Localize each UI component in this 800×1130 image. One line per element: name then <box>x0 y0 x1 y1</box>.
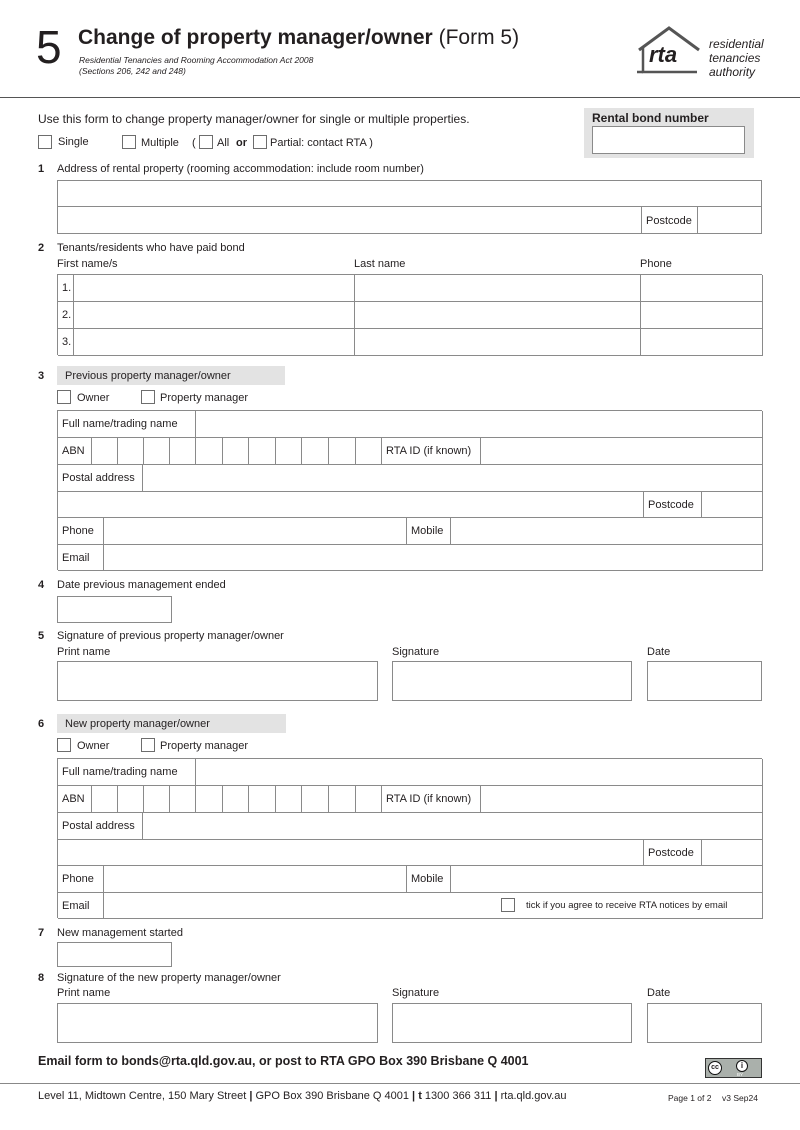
new-postal-input[interactable] <box>143 813 763 840</box>
new-phone-label-cell <box>58 866 104 893</box>
all-label: All <box>217 137 230 149</box>
prev-signature-input[interactable] <box>392 661 632 701</box>
new-email-label-cell <box>58 893 104 919</box>
rental-bond-label: Rental bond number <box>592 111 709 125</box>
footer-separator: | <box>249 1090 253 1102</box>
prev-postal-input[interactable] <box>143 465 763 492</box>
new-abn-digit-input[interactable] <box>170 786 196 813</box>
address-line1-input[interactable] <box>57 180 762 207</box>
new-date-label: Date <box>647 987 671 999</box>
rta-logo-text: rta <box>649 42 678 67</box>
section7-label: New management started <box>57 927 183 939</box>
tenant-first-name-input[interactable] <box>74 275 355 302</box>
page-title-main: Change of property manager/owner <box>78 26 433 49</box>
new-email-input[interactable] <box>104 893 763 919</box>
or-label: or <box>236 137 247 149</box>
new-abn-digit-input[interactable] <box>118 786 144 813</box>
prev-postal-label: Postal address <box>62 472 135 484</box>
new-mobile-input[interactable] <box>451 866 763 893</box>
prev-full-name-label-cell <box>58 411 196 438</box>
new-manager-label: Property manager <box>160 740 249 752</box>
tenant-phone-input[interactable] <box>641 329 763 356</box>
prev-email-label-cell <box>58 545 104 571</box>
prev-rta-id-label-cell <box>382 438 481 465</box>
new-rta-id-input[interactable] <box>481 786 763 813</box>
prev-abn-label-cell <box>58 438 92 465</box>
new-abn-label-cell <box>58 786 92 813</box>
section5-label: Signature of previous property manager/owner <box>57 630 284 642</box>
section8-label: Signature of the new property manager/owner <box>57 972 281 984</box>
section7-number: 7 <box>38 927 45 939</box>
email-consent-checkbox[interactable] <box>501 898 515 912</box>
section4-label: Date previous management ended <box>57 579 226 591</box>
footer-separator: | <box>494 1090 498 1102</box>
new-abn-digit-input[interactable] <box>144 786 170 813</box>
prev-abn-digit-input[interactable] <box>170 438 196 465</box>
section1-number: 1 <box>38 163 45 175</box>
prev-full-name-input[interactable] <box>196 411 763 438</box>
prev-end-date-input[interactable] <box>57 596 172 623</box>
prev-postcode-input[interactable] <box>702 492 763 518</box>
new-print-name-input[interactable] <box>57 1003 378 1043</box>
email-instruction: Email form to bonds@rta.qld.gov.au, or post to RTA GPO Box 390 Brisbane Q 4001 <box>38 1054 529 1068</box>
new-abn-digit-input[interactable] <box>276 786 302 813</box>
prev-mobile-input[interactable] <box>451 518 763 545</box>
tenant-table <box>57 274 762 355</box>
new-phone-input[interactable] <box>104 866 407 893</box>
prev-manager-details <box>57 410 762 570</box>
new-abn-digit-input[interactable] <box>302 786 329 813</box>
email-consent-label: tick if you agree to receive RTA notices by email <box>526 900 728 911</box>
section1-label: Address of rental property <box>57 163 184 175</box>
single-label: Single <box>58 136 89 148</box>
prev-email-input[interactable] <box>104 545 763 571</box>
tenant-last-name-input[interactable] <box>355 275 641 302</box>
tenant-phone-input[interactable] <box>641 302 763 329</box>
new-email-label: Email <box>62 900 90 912</box>
new-signature-input[interactable] <box>392 1003 632 1043</box>
section1-note: (rooming accommodation: include room number) <box>186 163 424 175</box>
footer-gpo: GPO Box 390 Brisbane Q 4001 <box>255 1090 409 1102</box>
new-abn-digit-input[interactable] <box>196 786 223 813</box>
footer-phone: 1300 366 311 <box>424 1090 492 1102</box>
prev-abn-digit-input[interactable] <box>276 438 302 465</box>
prev-sign-date-input[interactable] <box>647 661 762 701</box>
prev-abn-digit-input[interactable] <box>144 438 170 465</box>
act-reference-line2: (Sections 206, 242 and 248) <box>79 66 186 76</box>
tenant-row-label: 3. <box>62 336 72 348</box>
prev-postal-label-cell <box>58 465 143 492</box>
new-manager-checkbox[interactable] <box>141 738 155 752</box>
new-abn-digit-input[interactable] <box>223 786 249 813</box>
new-mobile-label: Mobile <box>411 873 444 885</box>
prev-phone-label: Phone <box>62 525 94 537</box>
new-owner-checkbox[interactable] <box>57 738 71 752</box>
tenant-last-name-input[interactable] <box>355 302 641 329</box>
section3-label: Previous property manager/owner <box>65 370 231 382</box>
prev-abn-digit-input[interactable] <box>356 438 382 465</box>
tenant-row-number <box>58 329 74 356</box>
prev-print-name-input[interactable] <box>57 661 378 701</box>
section8-number: 8 <box>38 972 45 984</box>
tenant-last-name-input[interactable] <box>355 329 641 356</box>
tenant-row-label: 1. <box>62 282 72 294</box>
new-full-name-label: Full name/trading name <box>62 766 178 778</box>
address-postcode-cell <box>641 206 698 234</box>
new-abn-digit-input[interactable] <box>356 786 382 813</box>
tenant-first-name-input[interactable] <box>74 302 355 329</box>
section6-label: New property manager/owner <box>65 718 210 730</box>
tenant-phone-input[interactable] <box>641 275 763 302</box>
section6-number: 6 <box>38 718 45 730</box>
partial-label: Partial: contact RTA ) <box>270 137 373 149</box>
prev-postcode-label-cell <box>644 492 702 518</box>
prev-signature-label: Signature <box>392 646 440 658</box>
new-postal-label-cell <box>58 813 143 840</box>
prev-email-label: Email <box>62 552 90 564</box>
open-paren: ( <box>192 137 196 149</box>
cc-label: cc <box>711 1064 719 1071</box>
new-signature-label: Signature <box>392 987 440 999</box>
section3-number: 3 <box>38 370 45 382</box>
section2-number: 2 <box>38 242 45 254</box>
prev-abn-digit-input[interactable] <box>92 438 118 465</box>
cc-icon <box>708 1061 722 1075</box>
new-abn-digit-input[interactable] <box>329 786 356 813</box>
prev-postcode-label: Postcode <box>648 499 694 511</box>
prev-abn-digit-input[interactable] <box>196 438 223 465</box>
page-title <box>78 26 519 50</box>
prev-rta-id-input[interactable] <box>481 438 763 465</box>
rta-logo <box>633 24 705 78</box>
new-start-date-input[interactable] <box>57 942 172 967</box>
new-rta-id-label: RTA ID (if known) <box>386 793 472 805</box>
prev-abn-digit-input[interactable] <box>223 438 249 465</box>
new-print-name-label: Print name <box>57 987 111 999</box>
section4-number: 4 <box>38 579 45 591</box>
tenant-row-label: 2. <box>62 309 72 321</box>
new-mobile-label-cell <box>407 866 451 893</box>
tenant-last-name-header: Last name <box>354 258 406 270</box>
section2-label: Tenants/residents who have paid bond <box>57 242 245 254</box>
prev-abn-label: ABN <box>62 445 85 457</box>
new-abn-digit-input[interactable] <box>92 786 118 813</box>
single-checkbox[interactable] <box>38 135 52 149</box>
footer-separator: | <box>412 1090 416 1102</box>
new-abn-label: ABN <box>62 793 85 805</box>
prev-abn-digit-input[interactable] <box>302 438 329 465</box>
new-abn-digit-input[interactable] <box>249 786 276 813</box>
prev-abn-digit-input[interactable] <box>118 438 144 465</box>
new-full-name-label-cell <box>58 759 196 786</box>
prev-manager-label: Property manager <box>160 392 249 404</box>
footer-contact-line <box>38 1090 566 1102</box>
footer-divider <box>0 1083 800 1084</box>
footer-phone-prefix: t <box>418 1090 422 1102</box>
prev-mobile-label-cell <box>407 518 451 545</box>
prev-print-name-label: Print name <box>57 646 111 658</box>
tenant-row-number <box>58 302 74 329</box>
prev-full-name-label: Full name/trading name <box>62 418 178 430</box>
act-reference-line1: Residential Tenancies and Rooming Accommodation Act 2008 <box>79 55 314 65</box>
tenant-first-name-input[interactable] <box>74 329 355 356</box>
intro-text: Use this form to change property manager/owner for single or multiple properties. <box>38 112 470 126</box>
page-number: Page 1 of 2 <box>668 1093 712 1103</box>
brand-line1: residential <box>709 37 764 51</box>
tenant-row-number <box>58 275 74 302</box>
multiple-checkbox[interactable] <box>122 135 136 149</box>
all-checkbox[interactable] <box>199 135 213 149</box>
creative-commons-badge <box>705 1058 762 1078</box>
section1-heading <box>57 163 424 176</box>
brand-line3: authority <box>709 65 756 79</box>
address-line2-input[interactable] <box>57 206 642 234</box>
section5-number: 5 <box>38 630 45 642</box>
address-postcode-label: Postcode <box>646 215 692 227</box>
attribution-icon: i <box>736 1060 748 1072</box>
prev-owner-label: Owner <box>77 392 110 404</box>
multiple-label: Multiple <box>141 137 179 149</box>
prev-phone-input[interactable] <box>104 518 407 545</box>
new-postcode-label: Postcode <box>648 847 694 859</box>
new-full-name-input[interactable] <box>196 759 763 786</box>
new-postcode-input[interactable] <box>702 840 763 866</box>
rental-bond-input[interactable] <box>592 126 745 154</box>
header-divider <box>0 97 800 98</box>
prev-postal-line2-input[interactable] <box>58 492 644 518</box>
prev-date-label: Date <box>647 646 671 658</box>
prev-manager-checkbox[interactable] <box>141 390 155 404</box>
new-postal-line2-input[interactable] <box>58 840 644 866</box>
prev-owner-checkbox[interactable] <box>57 390 71 404</box>
footer-website[interactable]: rta.qld.gov.au <box>500 1090 567 1102</box>
new-postcode-label-cell <box>644 840 702 866</box>
by-label: BY <box>737 1072 744 1077</box>
new-rta-id-label-cell <box>382 786 481 813</box>
new-phone-label: Phone <box>62 873 94 885</box>
brand-line2: tenancies <box>709 51 761 65</box>
page-title-suffix: (Form 5) <box>438 26 520 49</box>
footer-address: Level 11, Midtown Centre, 150 Mary Street <box>38 1090 247 1102</box>
tenant-phone-header: Phone <box>640 258 672 270</box>
new-postal-label: Postal address <box>62 820 135 832</box>
prev-mobile-label: Mobile <box>411 525 444 537</box>
tenant-first-name-header: First name/s <box>57 258 118 270</box>
form-number: 5 <box>36 21 62 73</box>
prev-phone-label-cell <box>58 518 104 545</box>
new-owner-label: Owner <box>77 740 110 752</box>
form-version: v3 Sep24 <box>722 1093 758 1103</box>
prev-abn-digit-input[interactable] <box>249 438 276 465</box>
new-sign-date-input[interactable] <box>647 1003 762 1043</box>
prev-rta-id-label: RTA ID (if known) <box>386 445 472 457</box>
new-manager-details <box>57 758 762 918</box>
prev-abn-digit-input[interactable] <box>329 438 356 465</box>
partial-checkbox[interactable] <box>253 135 267 149</box>
address-postcode-input[interactable] <box>697 206 762 234</box>
